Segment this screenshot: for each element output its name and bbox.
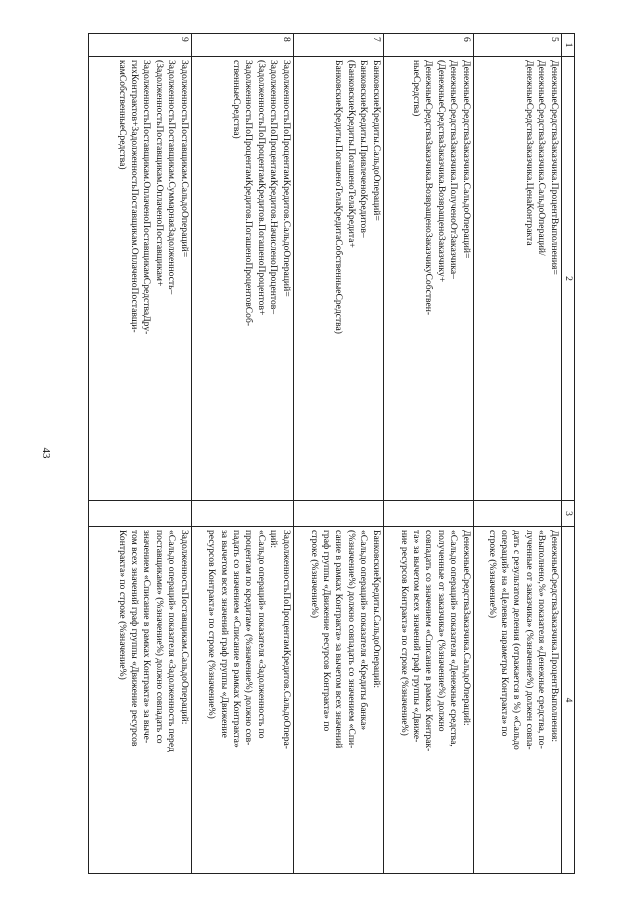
- empty-cell: [383, 501, 473, 527]
- description-line: ДенежныеСредстваЗаказчика.ПроцентВыполнения:: [548, 530, 560, 743]
- description-line: сание в рамках Контракта» за вычетом всех значений: [333, 530, 345, 749]
- description-line: полученные от заказчика» (%значение%) должно: [435, 530, 447, 732]
- description-line: строке (%значение%): [308, 530, 320, 619]
- formula-cell: [473, 57, 561, 501]
- formula-line: ныеСредства): [410, 60, 422, 117]
- description-line: «Сальдо операций» показателя «Задолженность перед: [166, 530, 178, 752]
- description-line: совпадать со значением «Списание в рамках Контрак-: [423, 530, 435, 752]
- formula-line: БанковскиеКредиты.ПривлеченоКредитов–: [358, 60, 370, 238]
- validation-rules-table-wrapper: [88, 33, 575, 873]
- formula-line: ЗадолженностьПоПроцентамКредитов.НачисленоПроцентов–: [268, 60, 280, 315]
- formula-line: гихКонтрактов+ЗадолженностьПоставщикам.ОплаченоПоставщи-: [128, 60, 140, 333]
- row-number: 5: [473, 34, 561, 57]
- table-row: [383, 34, 473, 874]
- description-line: «Выполнено,%» показателя «Денежные средства, по-: [536, 530, 548, 749]
- description-line: ДенежныеСредстваЗаказчика.СальдоОпераций:: [460, 530, 472, 726]
- description-line: «Сальдо операций» показателя «Задолженность по: [255, 530, 267, 739]
- empty-cell: [191, 501, 293, 527]
- formula-line: ДенежныеСредстваЗаказчика.ВозвращеноЗаказчикуСобствен-: [423, 60, 435, 316]
- formula-line: ственныеСредства): [230, 60, 242, 139]
- header-col-4: 4: [561, 527, 574, 874]
- row-number: 7: [293, 34, 383, 57]
- description-line: «Сальдо операций» показателя «Денежные средства,: [448, 530, 460, 747]
- empty-cell: [89, 501, 192, 527]
- description-line: за вычетом всех значений граф группы «Движение: [218, 530, 230, 738]
- row-number: 6: [383, 34, 473, 57]
- description-cell: [383, 527, 473, 874]
- formula-cell: [191, 57, 293, 501]
- description-line: том всех значений граф группы «Движение ресурсов: [128, 530, 140, 747]
- formula-line: (БанковскиеКредиты.ПогашеноТелаКредита+: [345, 60, 357, 248]
- description-line: операций» на «Целевые параметры Контракта» по: [498, 530, 510, 737]
- description-line: дать с результатом деления (отражается в %) «Сальдо: [511, 530, 523, 750]
- formula-line: камСобственныеСредства): [116, 60, 128, 170]
- formula-line: ДенежныеСредстваЗаказчика.СальдоОпераций=: [460, 60, 472, 259]
- description-line: ресурсов Контракта» по строке (%значение%): [206, 530, 218, 719]
- table-row: [191, 34, 293, 874]
- header-col-1: 1: [561, 34, 574, 57]
- description-line: «Сальдо операций» показателя «Кредиты банка»: [358, 530, 370, 731]
- description-line: та» за вычетом всех значений граф группы «Движе-: [410, 530, 422, 743]
- formula-line: БанковскиеКредиты.ПогашеноТелаКредитаСобственныеСредства): [333, 60, 345, 334]
- formula-line: ЗадолженностьПоПроцентамКредитов.СальдоОпераций=: [280, 60, 292, 297]
- description-line: ЗадолженностьПоПроцентамКредитов.СальдоОпера-: [280, 530, 292, 749]
- description-line: поставщиками» (%значение%) должно совпадать со: [153, 530, 165, 744]
- formula-line: (ДенежныеСредстваЗаказчика.ВозвращеноЗаказчику+: [435, 60, 447, 283]
- empty-cell: [473, 501, 561, 527]
- description-line: ций:: [268, 530, 280, 549]
- description-line: строке (%значение%): [486, 530, 498, 619]
- formula-line: (ЗадолженностьПоставщикам.ОплаченоПоставщикам+: [153, 60, 165, 287]
- description-line: ЗадолженностьПоставщикам.СальдоОпераций:: [178, 530, 190, 725]
- formula-cell: [293, 57, 383, 501]
- formula-line: ЗадолженностьПоПроцентамКредитов.ПогашеноПроцентовСоб-: [243, 60, 255, 327]
- table-row: [89, 34, 192, 874]
- formula-line: ДенежныеСредстваЗаказчика.СальдоОпераций/: [536, 60, 548, 256]
- header-row: [561, 34, 574, 874]
- formula-line: (ЗадолженностьПоПроцентамКредитов.ПогашеноПроцентов+: [255, 60, 267, 316]
- description-line: (%значение%) должно совпадать со значением «Спи-: [345, 530, 357, 749]
- formula-line: ЗадолженностьПоставщикам.СальдоОпераций=: [178, 60, 190, 258]
- page-number: 43: [40, 447, 52, 459]
- formula-line: ДенежныеСредстваЗаказчика.ЦенаКонтракта: [523, 60, 535, 246]
- formula-line: ДенежныеСредстваЗаказчика.ПолученоОтЗаказчика–: [448, 60, 460, 279]
- description-cell: [191, 527, 293, 874]
- header-col-3: 3: [561, 501, 574, 527]
- row-number: 9: [89, 34, 192, 57]
- formula-line: ЗадолженностьПоставщикам.СуммарнаяЗадолженность–: [166, 60, 178, 295]
- description-line: Контракта» по строке (%значение%): [116, 530, 128, 680]
- validation-rules-table: [88, 33, 575, 874]
- formula-cell: [89, 57, 192, 501]
- row-number: 8: [191, 34, 293, 57]
- description-line: лученные от заказчика» (%значение%) должен совпа-: [523, 530, 535, 750]
- description-line: БанковскиеКредиты.СальдоОпераций:: [370, 530, 382, 689]
- description-cell: [473, 527, 561, 874]
- formula-cell: [383, 57, 473, 501]
- formula-line: ЗадолженностьПоставщикам.ОплаченоПоставщикамСредстваДру-: [141, 60, 153, 335]
- description-line: ние ресурсов Контракта» по строке (%значение%): [398, 530, 410, 736]
- description-line: граф группы «Движение ресурсов Контракта» по: [320, 530, 332, 732]
- header-col-2: 2: [561, 57, 574, 501]
- table-row: [473, 34, 561, 874]
- formula-line: ДенежныеСредстваЗаказчика.ПроцентВыполнения=: [548, 60, 560, 275]
- empty-cell: [293, 501, 383, 527]
- description-cell: [89, 527, 192, 874]
- formula-line: БанковскиеКредиты.СальдоОпераций=: [370, 60, 382, 221]
- description-line: падать со значением «Списание в рамках Контракта»: [230, 530, 242, 748]
- description-line: процентам по кредитам» (%значение%) должно сов-: [243, 530, 255, 746]
- description-line: значением «Списание в рамках Контракта» за выче-: [141, 530, 153, 744]
- description-cell: [293, 527, 383, 874]
- table-row: [293, 34, 383, 874]
